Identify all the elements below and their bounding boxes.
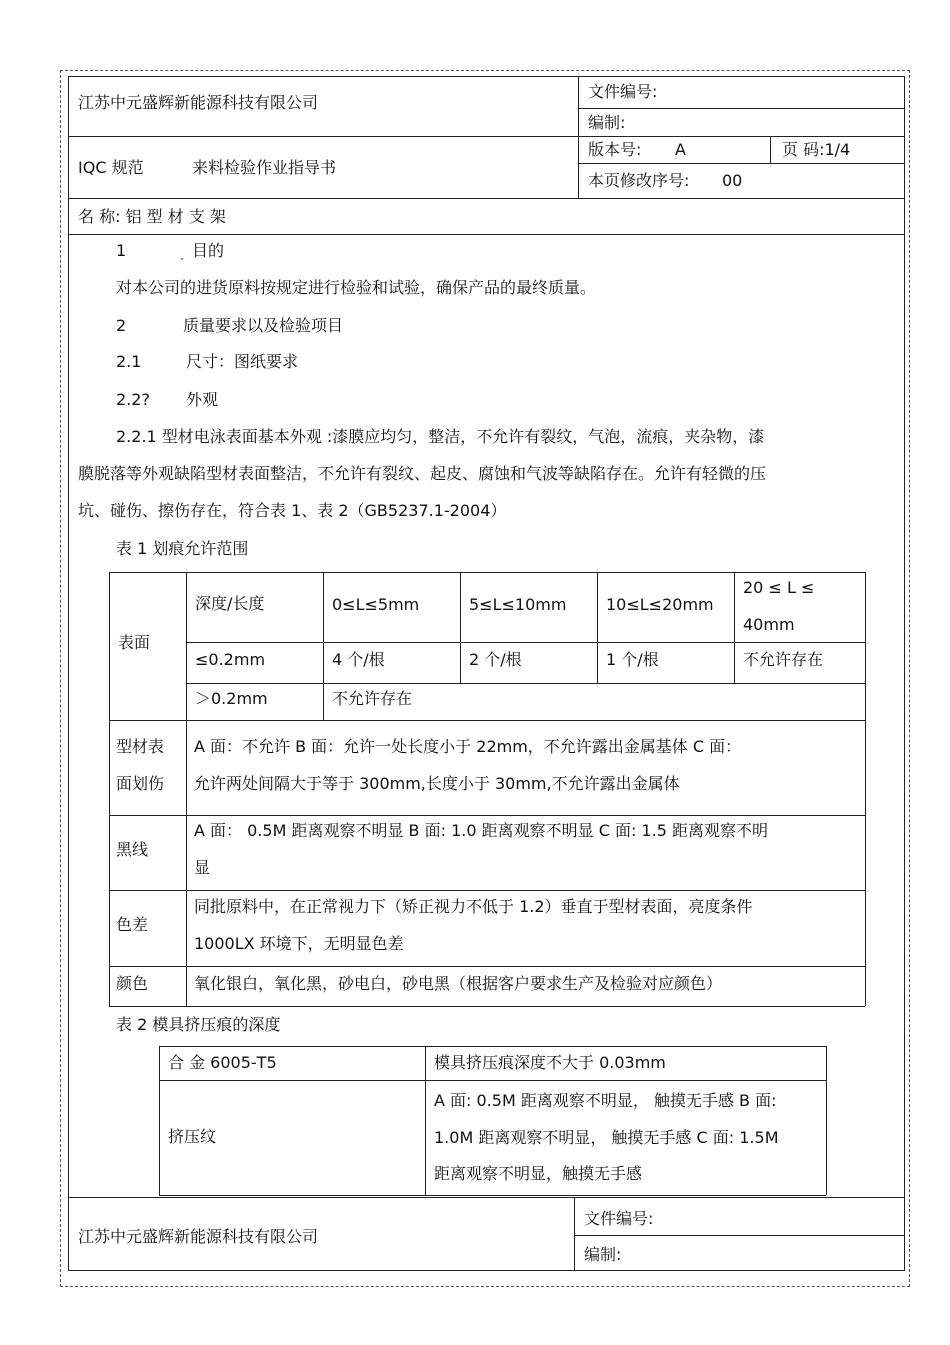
stray-mark [181,258,183,260]
section-2-2-title: 外观 [186,390,219,409]
table-rule [186,642,865,643]
table-rule [186,572,187,1006]
footer-editor-label: 编制: [584,1245,622,1264]
divider [578,163,905,164]
divider [68,198,905,199]
depth-length-header: 深度/长度 [195,594,265,613]
section-2-1-title: 尺寸：图纸要求 [186,352,299,371]
surface-label: 表面 [118,633,151,652]
table-border [109,572,865,573]
extrusion-text-line3: 距离观察不明显，触摸无手感 [434,1164,643,1183]
black-line-label: 黑线 [116,840,149,859]
scratch-label-line2: 面划伤 [116,774,165,793]
version-value: A [675,140,686,159]
scratch-label-line1: 型材表 [116,737,165,756]
divider [574,1197,575,1271]
section-2-2-1-line3: 坑、碰伤、擦伤存在，符合表 1、表 2（GB5237.1-2004） [78,501,507,520]
alloy-cell: 合 金 6005-T5 [168,1053,277,1072]
table-rule [186,683,865,684]
cell-value: 2 个/根 [469,650,522,669]
table-border [159,1046,160,1195]
scratch-text-line1: A 面：不允许 B 面：允许一处长度小于 22mm，不允许露出金属基体 C 面： [194,737,742,756]
document-title: 来料检验作业指导书 [192,158,337,177]
table-border [109,572,110,1006]
editor-label: 编制: [588,113,626,132]
cell-value: 4 个/根 [332,650,385,669]
table-rule [109,720,865,721]
range-header-4-line2: 40mm [743,615,795,634]
file-number-label: 文件编号: [588,82,658,101]
table-border [109,1006,865,1007]
table-rule [323,572,324,720]
scratch-text-line2: 允许两处间隔大于等于 300mm,长度小于 30mm,不允许露出金属体 [194,774,680,793]
table-2-caption: 表 2 模具挤压痕的深度 [116,1015,281,1034]
extrusion-label: 挤压纹 [168,1127,217,1146]
company-name: 江苏中元盛辉新能源科技有限公司 [78,93,319,112]
footer-company-name: 江苏中元盛辉新能源科技有限公司 [78,1227,319,1246]
table-rule [597,572,598,683]
section-2-1-number: 2.1 [116,352,142,371]
color-diff-text-line2: 1000LX 环境下，无明显色差 [194,934,404,953]
divider [68,234,905,235]
divider [574,1235,905,1236]
revision-value: 00 [722,171,743,190]
table-rule [159,1080,826,1081]
table-border [826,1046,827,1195]
row-gt-label: ＞0.2mm [195,689,268,708]
color-text: 氧化银白，氧化黑，砂电白，砂电黑（根据客户要求生产及检验对应颜色） [194,974,723,993]
section-1-title: 目的 [192,241,225,260]
black-line-text-line1: A 面： 0.5M 距离观察不明显 B 面: 1.0 距离观察不明显 C 面: 1.5 距离观察不明 [194,821,768,840]
range-header-3: 10≤L≤20mm [606,595,714,614]
table-1-caption: 表 1 划痕允许范围 [116,539,249,558]
item-name: 名 称: 铝 型 材 支 架 [78,207,226,226]
cell-value: 1 个/根 [606,650,659,669]
section-2-2-1-line2: 膜脱落等外观缺陷型材表面整洁，不允许有裂纹、起皮、腐蚀和气波等缺陷存在。允许有轻微的压 [78,464,767,483]
extrusion-text-line1: A 面: 0.5M 距离观察不明显， 触摸无手感 B 面: [434,1091,777,1110]
cell-value: 不允许存在 [743,650,824,669]
table-border [159,1195,826,1196]
section-2-2-number: 2.2? [116,390,150,409]
version-label: 版本号: [588,140,642,159]
table-rule [425,1046,426,1195]
color-diff-label: 色差 [116,915,149,934]
divider [68,1197,905,1198]
table-rule [109,815,865,816]
color-diff-text-line1: 同批原料中，在正常视力下（矫正视力不低于 1.2）垂直于型材表面，亮度条件 [194,897,753,916]
color-label: 颜色 [116,974,149,993]
cell-value: 不允许存在 [332,689,413,708]
section-2-number: 2 [116,316,127,335]
divider [68,136,905,137]
table-rule [109,890,865,891]
range-header-4-line1: 20 ≤ L ≤ [743,578,815,597]
section-2-title: 质量要求以及检验项目 [183,316,344,335]
table-rule [460,572,461,683]
table-border [865,572,866,1006]
table-border [159,1046,826,1047]
divider [770,136,771,163]
alloy-requirement: 模具挤压痕深度不大于 0.03mm [434,1053,666,1072]
footer-file-number-label: 文件编号: [584,1209,654,1228]
iqc-label: IQC 规范 [78,158,144,177]
section-1-text: 对本公司的进货原料按规定进行检验和试验，确保产品的最终质量。 [116,278,597,297]
divider [578,108,905,109]
row-le-label: ≤0.2mm [195,650,266,669]
divider [578,76,579,198]
revision-label: 本页修改序号: [588,171,690,190]
range-header-1: 0≤L≤5mm [332,595,420,614]
extrusion-text-line2: 1.0M 距离观察不明显， 触摸无手感 C 面: 1.5M [434,1128,779,1147]
black-line-text-line2: 显 [194,858,211,877]
range-header-2: 5≤L≤10mm [469,595,567,614]
page-number: 页 码:1/4 [782,140,851,159]
section-2-2-1-line1: 2.2.1 型材电泳表面基本外观 :漆膜应均匀，整洁，不允许有裂纹，气泡，流痕，夹杂物，漆 [116,427,765,446]
table-rule [734,572,735,683]
section-1-number: 1 [116,241,127,260]
table-rule [109,966,865,967]
